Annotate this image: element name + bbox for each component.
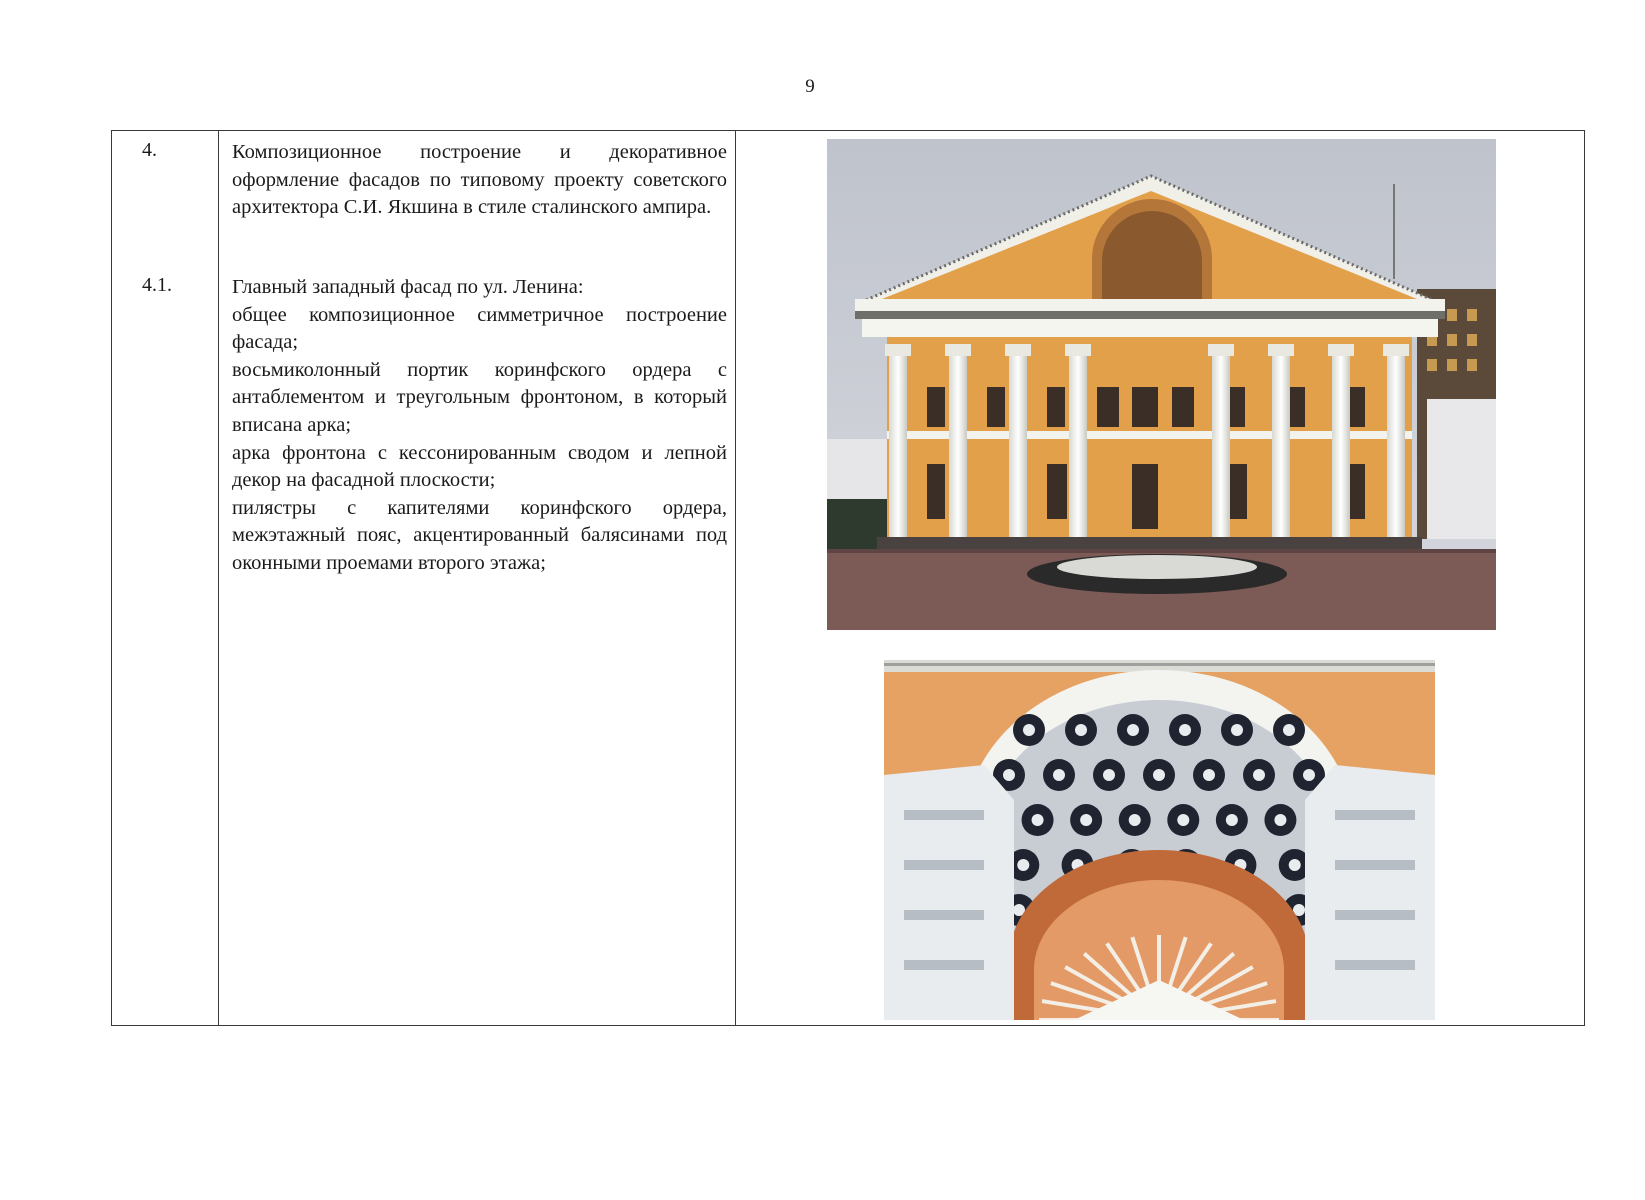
- paragraph: общее композиционное симметричное построение фасада;: [232, 303, 727, 354]
- paragraph: арка фронтона с кессонированным сводом и лепной декор на фасадной плоскости;: [232, 441, 727, 492]
- column-divider: [218, 131, 219, 1025]
- page-number: 9: [805, 76, 815, 97]
- paragraph: Главный западный фасад по ул. Ленина:: [232, 276, 584, 298]
- arch-detail-photo: [884, 660, 1435, 1020]
- row-text: [232, 274, 727, 578]
- column-divider: [735, 131, 736, 1025]
- row-number: 4.1.: [142, 274, 172, 296]
- facade-photo: [827, 139, 1496, 630]
- paragraph: пилястры с капителями коринфского ордера, межэтажный пояс, акцентированный балясинами под оконными проемами второго этажа;: [232, 496, 727, 574]
- paragraph: Композиционное построение и декоративное оформление фасадов по типовому проекту советского архитектора С.И. Якшина в стиле сталинского ампира.: [232, 141, 727, 219]
- row-text: [232, 139, 727, 222]
- row-number: 4.: [142, 139, 157, 161]
- paragraph: восьмиколонный портик коринфского ордера с антаблементом и треугольным фронтоном, в который вписана арка;: [232, 358, 727, 436]
